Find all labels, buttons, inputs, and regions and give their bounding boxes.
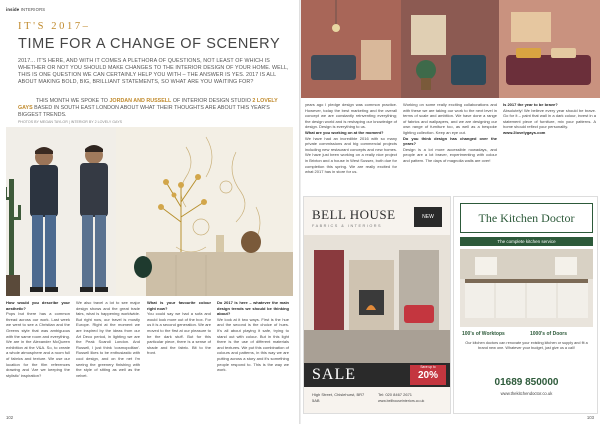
article-column-2 — [76, 300, 140, 378]
sale-label: SALE — [312, 366, 356, 383]
kitchen-doctor-tagline: The complete kitchen service — [460, 237, 593, 246]
right-question-1: What are you working on at the moment? — [305, 129, 384, 135]
right-question-2: Do you think design has changed over the years? — [403, 135, 497, 147]
designer-website-link[interactable]: www.2lovelygays.com — [503, 129, 546, 135]
intro-text-b: OF INTERIOR DESIGN STUDIO — [172, 98, 251, 104]
bell-house-badge: NEW — [414, 207, 442, 227]
bell-house-address: High Street, Chislehurst, BR7 5AB — [312, 392, 365, 403]
right-column-3-text: Absolutely! We believe every year should be brave. Go for it – paint that wall in a dark colour, invest in a statement piece of furniture, mix your patterns. A home should reflect your personality. — [503, 107, 596, 130]
article-column-3 — [147, 300, 211, 356]
section-name: inside — [6, 7, 20, 12]
column-2-text: We also travel a lot to see major design shows and the great trade fairs, what is happening worldwide. But right now, our travel is mostly Europe. Right at the moment we are inspired by the ideas from our Art Deco period, in lighting we are the Peak Scandi London. And Russell, I just think 'cosmopolitan'. Russell likes to be enthusiastic with cool design, and on the net I'm seeing the greenery finishing with the style of sitting as well as the velvet. — [76, 300, 140, 378]
right-page — [301, 0, 600, 424]
kitchen-doctor-body: Our kitchen doctors can renovate your existing kitchen or supply and fit a brand new one. Whatever your budget, just give us a call! — [465, 341, 588, 351]
discount-label: Save up to — [420, 365, 436, 369]
article-intro-second — [18, 98, 290, 119]
kitchen-doctor-phone[interactable]: 01689 850000 — [494, 377, 559, 388]
designer-names: JORDAN AND RUSSELL — [109, 98, 172, 104]
column-3-question: What is your favourite colour right now? — [147, 300, 211, 311]
article-intro: 2017... IT'S HERE, AND WITH IT COMES A PLETHORA OF QUESTIONS, NOT LEAST OF WHICH IS WHETHER OR NOT YOU SHOULD MAKE CHANGES TO THE INTERIOR DESIGN OF YOUR HOME. WELL, THIS IS ONE QUESTION WE CAN CERTAINLY HELP YOU WITH – THE ANSWER IS YES. 2017 IS ALL ABOUT MAKING BOLD, BIG, BRILLIANT STATEMENTS, SO WHAT ARE YOU WAITING FOR? — [18, 58, 289, 85]
designers-photo — [6, 127, 293, 296]
page-number-left: 102 — [6, 415, 14, 420]
article-kicker: IT'S 2017– — [18, 21, 91, 32]
right-column-2-text-2: Design is a lot more accessible nowadays, and people are a lot braver, experimenting with colour and pattern. The days of magnolia walls are over! — [403, 146, 497, 163]
right-column-1 — [305, 102, 397, 175]
column-4-text: We look at it two ways. First is the hue and the second is the choice of hues. It's all about playing it safe, trying to stand out with colour. But in this light there is the use of different materials and textures. We put this combination of colours and patterns, in this way we are putting across a story and it's something people respond to. This is the way we work. — [217, 316, 289, 373]
right-column-2 — [403, 102, 497, 164]
intro-text-a: THIS MONTH WE SPOKE TO — [36, 98, 108, 104]
bell-house-phone[interactable]: Tel: 020 8467 2671 — [378, 392, 413, 397]
section-tag: INTERIORS — [20, 7, 46, 12]
discount-callout — [410, 365, 446, 385]
column-4-question: Do 2017 is here – whatever the main design trends we should be thinking about? — [217, 300, 289, 317]
article-headline: TIME FOR A CHANGE OF SCENERY — [18, 36, 281, 52]
right-column-2-text: Working on some really exciting collaborations and with these we are taking our work to the next level in terms of scale and ambition. We have done a range of fabrics and wallpapers, and we are designing our own range of furniture too, as well as a bespoke lighting collection. Keep an eye out. — [403, 102, 497, 135]
designers-photo-image — [6, 127, 293, 296]
column-1-text: Pops but there has a common thread across our work. Last week we went to see a Christian and the Greens style that was ambiguous with the same room and everything. We are in the Alexander McQueen exhibition at the V&A. So, to create a whole atmosphere and a room full of fabrics and texture. We use our location for the film references drawing and 'Are we keeping the stylistic' inspiration? — [6, 311, 70, 378]
kitchen-doctor-name: The Kitchen Doctor — [478, 210, 575, 225]
intro-text-c: BASED IN SOUTH EAST LONDON ABOUT WHAT THEIR THOUGHTS ARE ABOUT THIS YEAR'S BIGGEST TRENDS. — [18, 105, 270, 118]
kitchen-offer-doors: 1000's of Doors — [530, 331, 568, 337]
bell-house-logo — [312, 207, 396, 228]
interior-photo — [301, 0, 600, 98]
kitchen-doctor-logo — [460, 203, 593, 233]
kitchen-photo-image — [460, 249, 593, 327]
page-number-right: 103 — [586, 415, 594, 420]
discount-value: 20% — [417, 370, 438, 381]
studio-name: 2 LOVELY GAYS — [18, 98, 278, 111]
section-header — [6, 7, 45, 12]
article-column-1 — [6, 300, 70, 378]
right-question-3: Is 2017 the year to be brave? — [503, 102, 558, 107]
column-1-question: How would you describe your aesthetic? — [6, 300, 70, 311]
right-column-3 — [503, 102, 596, 136]
bell-house-advert — [303, 196, 451, 414]
bell-house-name: BELL HOUSE — [312, 207, 396, 222]
article-column-4 — [217, 300, 289, 373]
kitchen-doctor-advert — [453, 196, 598, 414]
column-3-text: You could say we had a sofa and would look more out of the box. For us it is a second generation. We are moved to the first at our pleasure to be the dark stuff. But for this particular piece, there is a sense of shade and the fabric. Bit to the front. — [147, 311, 211, 356]
right-column-1-text: years ago I pledge design was common practice. However, today the best marketing and the overall concept we are constantly reinventing everything; the design world and is reshaping our knowledge of design. Design is everything to us. — [305, 102, 397, 130]
sale-banner — [304, 363, 451, 387]
bell-house-website[interactable]: www.bellhouseinteriors.co.uk — [378, 399, 425, 403]
interior-photo-image — [301, 0, 600, 98]
right-column-1-text-2: We have had an incredible 2016 with so many private commissions and big commercial projects including new restaurant concepts and new homes. We have just been working on a really nice project in Brixton and a house in West Sussex, both due for completion this spring. We are really excited for what 2017 has in store for us. — [305, 135, 397, 175]
photo-credit: PHOTOS BY MEGAN TAYLOR | INTERIOR BY 2 LOVELY GAYS — [18, 120, 122, 124]
bell-house-showroom-image — [304, 235, 451, 363]
kitchen-offer-worktops: 100's of Worktops — [462, 331, 505, 337]
bell-house-subtitle: FABRICS & INTERIORS — [312, 224, 383, 228]
kitchen-doctor-website[interactable]: www.thekitchendoctor.co.uk — [500, 391, 553, 396]
left-page — [0, 0, 299, 424]
